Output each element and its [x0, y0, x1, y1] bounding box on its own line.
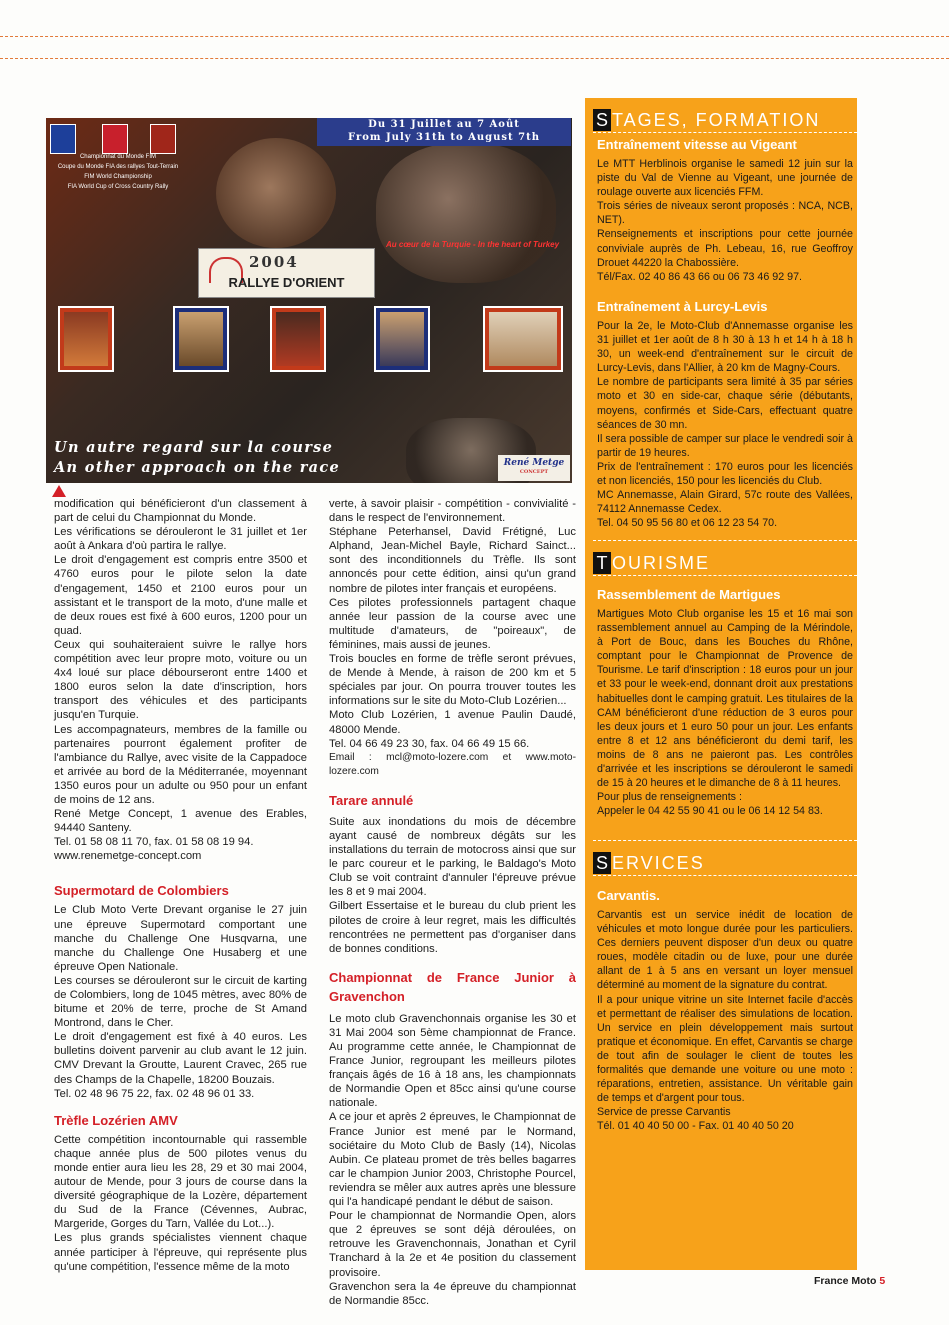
paragraph: Les vérifications se dérouleront le 31 juillet et 1er août à Ankara d'où partira le rallye. — [54, 526, 307, 553]
paragraph: Le droit d'engagement est compris entre 3500 et 4760 euros pour le pilote selon la date d'engagement, 1450 et 2100 euros pour un assistant et le transport de la moto, d'une malle et de deux roues est fixé à 600 euros, 1200 pour un quad. — [54, 554, 307, 637]
photo-thumbnail — [374, 306, 430, 372]
paragraph: Les accompagnateurs, membres de la famille ou partenaires pourront également profiter de l'ambiance du Rallye, avec visite de la Cappadoce et arrivée au bord de la Méditerranée, moyennant 1350 euros pour un adulte ou 950 pour un enfant de moins de 12 ans. — [54, 723, 307, 806]
paragraph: Tel. 01 58 08 11 70, fax. 01 58 08 19 94. — [54, 836, 254, 849]
paragraph: Le Club Moto Verte Drevant organise le 27 juin une épreuve Supermotard comportant une manche du Challenge One Husqvarna, une manche du Challenge One Husaberg et une épreuve Open Nationale. — [54, 904, 307, 973]
section-title — [585, 552, 857, 574]
top-dashed-rule-2 — [0, 58, 949, 59]
email-line: Email : mcl@moto-lozere.com et www.moto-lozere.com — [329, 751, 576, 777]
championship-text — [48, 152, 188, 192]
paragraph: Stéphane Peterhansel, David Frétigné, Luc Alphand, Jean-Michel Bayle, Richard Sainct... sont des inconditionnels du Trèfle. Ils sont annoncés pour cette édition, ainsi qu'un grand nombre de pilotes inter français et européens. — [329, 526, 576, 595]
paragraph: MC Annemasse, Alain Girard, 57c route des Vallées, 74112 Annemasse Cedex. — [597, 489, 853, 516]
section-stages — [585, 109, 857, 131]
paragraph: Tel. 02 48 96 75 22, fax. 02 48 96 01 33. — [54, 1087, 255, 1100]
paragraph: Tél/Fax. 02 40 86 43 66 ou 06 73 46 92 97. — [597, 270, 802, 283]
heading-supermotard: Supermotard de Colombiers — [54, 883, 229, 899]
crest-logo — [150, 124, 176, 154]
rallye-name: RALLYE D'ORIENT — [228, 275, 345, 290]
paragraph: Trois séries de niveaux seront proposés : NCA, NCB, NET). — [597, 200, 853, 227]
photo-thumbnail — [173, 306, 229, 372]
section-title — [585, 109, 857, 131]
paragraph: Le droit d'engagement est fixé à 40 euros. Les bulletins doivent parvenir au club avant le 12 juin. CMV Drevant la Groutte, Laurent Cravec, 265 rue des Champs de la Chapelle, 18200 Bouzais. — [54, 1031, 307, 1086]
magazine-name: France Moto — [814, 1275, 877, 1287]
paragraph: Cette compétition incontournable qui rassemble chaque année plus de 500 pilotes venus du monde entier aura lieu les 28, 29 et 30 mai 2004, autour de Mende, pour 3 jours de course dans la diversité géographique de la Lozère, département du Sud de la France (Cévennes, Aubrac, Margeride, Gorges du Tarn, Vallée du Lot...). — [54, 1133, 307, 1231]
paragraph: Il sera possible de camper sur place le vendredi soir à partir de 19 heures. — [597, 432, 853, 459]
paragraph: Le moto club Gravenchonnais organise les 30 et 31 Mai 2004 son 5ème championnat de France. Au programme cette année, le Championnat de France Junior, regroupant les meilleurs pilotes français âgés de 16 à 18 ans, les championnats de Normandie Open et 85cc ainsi qu'une course nationale. — [329, 1012, 576, 1110]
paragraph: Les plus grands spécialistes viennent chaque année participer à l'épreuve, qui représente plus qu'une compétition, l'essence même de la moto — [54, 1232, 307, 1273]
heading-lurcy: Entraînement à Lurcy-Levis — [597, 299, 768, 314]
heading-carvantis: Carvantis. — [597, 888, 660, 903]
paragraph: Renseignements et inscriptions pour cette journée conviviale auprès de Ph. Lebeau, 16, rue Geoffroy Drouet 44220 la Chabossière. — [597, 228, 853, 269]
sidebar — [585, 98, 857, 1270]
article-vigeant — [597, 137, 853, 284]
championship-line: FIA World Cup of Cross Country Rally — [67, 184, 169, 190]
section-tourisme — [585, 552, 857, 574]
championship-line: Championnat du Monde FIM — [79, 154, 157, 160]
page-number: 5 — [879, 1275, 886, 1287]
article-lurcy — [597, 299, 853, 530]
rider-photo — [376, 143, 556, 283]
rallye-year: 2004 — [249, 253, 299, 271]
paragraph: Ces pilotes professionnels partagent chaque année leur passion de la course avec une multitude d'amateurs, de "poireaux", de féminines, mais aussi de jeunes. — [329, 596, 576, 651]
paragraph: Gravenchon sera la 4e épreuve du championnat de Normandie 85cc. — [329, 1280, 576, 1307]
title-initial: T — [593, 552, 611, 574]
signature-text: René Metge — [503, 458, 565, 468]
paragraph: Suite aux inondations du mois de décembre ayant causé de nombreux dégâts sur les installations du terrain de motocross ainsi que sur le parc coureur et le parking, le Baldago's Moto Club se voit contraint d'annuler l'épreuve prévue les 8 et 9 mai 2004. — [329, 815, 576, 899]
rallye-poster — [46, 118, 572, 483]
championship-line: FIM World Championship — [84, 174, 152, 180]
paragraph: Tel. 04 50 95 56 80 et 06 12 23 54 70. — [597, 517, 778, 530]
paragraph: Pour le championnat de Normandie Open, alors que 2 épreuves se sont déjà déroulées, on retrouve les Gravenchonnais, Jonathan et Cyril Tranchard à la 2e et 4e position du classement provisoire. — [329, 1210, 576, 1279]
article-carvantis — [597, 888, 853, 1134]
heading-tarare: Tarare annulé — [329, 792, 414, 808]
slogan-en: An other approach on the race — [54, 459, 341, 476]
title-initial: S — [593, 109, 611, 131]
rallye-logo — [198, 248, 375, 298]
paragraph: modification qui bénéficieront d'un classement à part de celui du Championnat du Monde. — [54, 498, 307, 525]
dashed-rule — [593, 540, 857, 541]
paragraph: A ce jour et après 2 épreuves, le Championnat de France Junior est mené par le Normand, sociétaire du Moto Club de Basly (14), Nicolas Aubin. Ce plateau promet de très belles bagarres car le champion Junior 2003, Christophe Pourcel, reviendra se mêler aux autres après une blessure qui l'a handicapé pendant le début de saison. — [329, 1111, 576, 1209]
rider-photo — [216, 138, 336, 248]
paragraph: Trois boucles en forme de trèfle seront prévues, de Mende à Mende, à raison de 200 km et 5 spéciales par jour. On pourra trouver toutes les informations sur le site du Moto-Club Lozérien... — [329, 653, 576, 708]
column-1 — [54, 497, 307, 1274]
dashed-rule — [593, 575, 857, 576]
article-martigues — [597, 587, 853, 818]
poster-slogan — [54, 438, 414, 478]
page-footer — [814, 1275, 885, 1287]
paragraph: Le nombre de participants sera limité à 35 par séries moto et 30 en side-car, chaque série (débutants, moyens, confirmés et Side-Cars, effectuant quatre séances de 30 mn. — [597, 376, 853, 431]
date-fr: Du 31 Juillet au 7 Août — [368, 119, 520, 130]
paragraph: Les courses se dérouleront sur le circuit de karting de Colombiers, long de 1045 mètres, avec 80% de bitume et 20% de terre, proche de St Amand Montrond, dans le Cher. — [54, 974, 307, 1030]
dashed-rule — [593, 875, 857, 876]
paragraph: Martigues Moto Club organise les 15 et 16 mai son rassemblement annuel au Camping de la Mérindole, à Port de Bouc, dans les Bouches du Rhône, comptant pour le Championnat de Provence de Tourisme. Le tarif d'inscription : 18 euros pour un jour et 33 pour le week-end, donnant droit aux prestations habituelles dont le camping gratuit. Les titulaires de la CAM bénéficieront d'une réduction de 3 euros pour les deux jours et 1 euro 50 pour un jour. Les enfants entre 8 et 12 ans bénéficieront du demi tarif, les moins de 8 ans ne paieront pas. Les contrôles d'arrivée et les inscriptions se dérouleront le samedi de 15 à 20 heures et le dimanche de 8 à 11 heures. — [597, 608, 853, 790]
fia-logo — [50, 124, 76, 154]
dashed-rule — [593, 132, 857, 133]
championship-line: Coupe du Monde FIA des rallyes Tout-Terrain — [57, 164, 179, 170]
paragraph: Ceux qui souhaiteraient suivre le rallye hors compétition avec leur propre moto, voiture ou un 4x4 loué sur place débourseront entre 1400 et 1800 euros selon la date d'inscription, hors transport des véhicules et des participants jusqu'en Turquie. — [54, 638, 307, 722]
paragraph: Pour plus de renseignements : — [597, 791, 742, 804]
red-triangle-icon — [52, 485, 66, 497]
paragraph: Pour la 2e, le Moto-Club d'Annemasse organise les 31 juillet et 1er août de 8 h 30 à 13 h et 14 h à 18 h 30, un week-end d'entraînement sur le circuit de Lurcy-Levis, dans l'Allier, à 20 km de Magny-Cours. — [597, 320, 853, 375]
section-services — [585, 852, 857, 874]
title-text: TAGES, FORMATION — [612, 110, 821, 130]
photo-thumbnail — [58, 306, 114, 372]
paragraph: Tel. 04 66 49 23 30, fax. 04 66 49 15 66. — [329, 737, 530, 750]
paragraph: www.renemetge-concept.com — [54, 850, 202, 863]
paragraph: Moto Club Lozérien, 1 avenue Paulin Daudé, 48000 Mende. — [329, 709, 576, 736]
paragraph: verte, à savoir plaisir - compétition - convivialité - dans le respect de l'environnement. — [329, 498, 576, 525]
top-dashed-rule — [0, 36, 949, 37]
paragraph: Carvantis est un service inédit de location de véhicules et moto longue durée pour les particuliers. Ces derniers peuvent disposer d'un deux ou quatre roues, modèle citadin ou de luxe, pour une durée allant de 1 à 5 ans en versant un loyer mensuel déterminé au moment de la signature du contrat. — [597, 909, 853, 992]
turkey-tagline: Au cœur de la Turquie - In the heart of Turkey — [386, 240, 560, 249]
date-en: From July 31th to August 7th — [348, 132, 540, 143]
heading-martigues: Rassemblement de Martigues — [597, 587, 781, 602]
title-text: ERVICES — [612, 853, 705, 873]
heading-vigeant: Entraînement vitesse au Vigeant — [597, 137, 797, 152]
fim-logo — [102, 124, 128, 154]
paragraph: Prix de l'entraînement : 170 euros pour les licenciés et non licenciés, 150 pour les licenciés du Club. — [597, 460, 853, 488]
column-2 — [329, 497, 576, 1308]
section-title — [585, 852, 857, 874]
paragraph: René Metge Concept, 1 avenue des Erables, 94440 Santeny. — [54, 808, 307, 835]
paragraph: Tél. 01 40 40 50 00 - Fax. 01 40 40 50 20 — [597, 1120, 794, 1133]
rene-metge-signature — [498, 455, 570, 481]
date-banner — [317, 118, 571, 146]
heading-junior: Championnat de France Junior à Gravenchon — [329, 969, 576, 1004]
paragraph: Le MTT Herblinois organise le samedi 12 juin sur la piste du Val de Vienne au Vigeant, une journée de roulage ouverte aux licenciés FFM. — [597, 158, 853, 199]
paragraph: Gilbert Essertaise et le bureau du club prient les pilotes de croire à leur regret, mais les difficultés rencontrées ne permettent pas d'organiser dans de bonnes conditions. — [329, 900, 576, 955]
slogan-fr: Un autre regard sur la course — [54, 439, 334, 456]
title-initial: S — [593, 852, 611, 874]
photo-thumbnail — [483, 306, 563, 372]
paragraph: Il a pour unique vitrine un site Internet facile d'accès et permettant de réaliser des simulations de location. Un service en plein développement mais surtout pratique et économique. En effet, Carvantis se charge de tout afin de soulager le client de toutes les formalités que demande une voiture ou une moto : réparations, entretien, assistance. Un véritable gain de temps et d'argent pour tous. — [597, 993, 853, 1105]
signature-sub: CONCEPT — [519, 469, 549, 475]
heading-trefle: Trèfle Lozérien AMV — [54, 1112, 178, 1128]
dashed-rule — [593, 840, 857, 841]
photo-thumbnail — [270, 306, 326, 372]
paragraph: Appeler le 04 42 55 90 41 ou le 06 14 12 54 83. — [597, 805, 823, 818]
paragraph: Service de presse Carvantis — [597, 1106, 731, 1119]
title-text: OURISME — [612, 553, 711, 573]
